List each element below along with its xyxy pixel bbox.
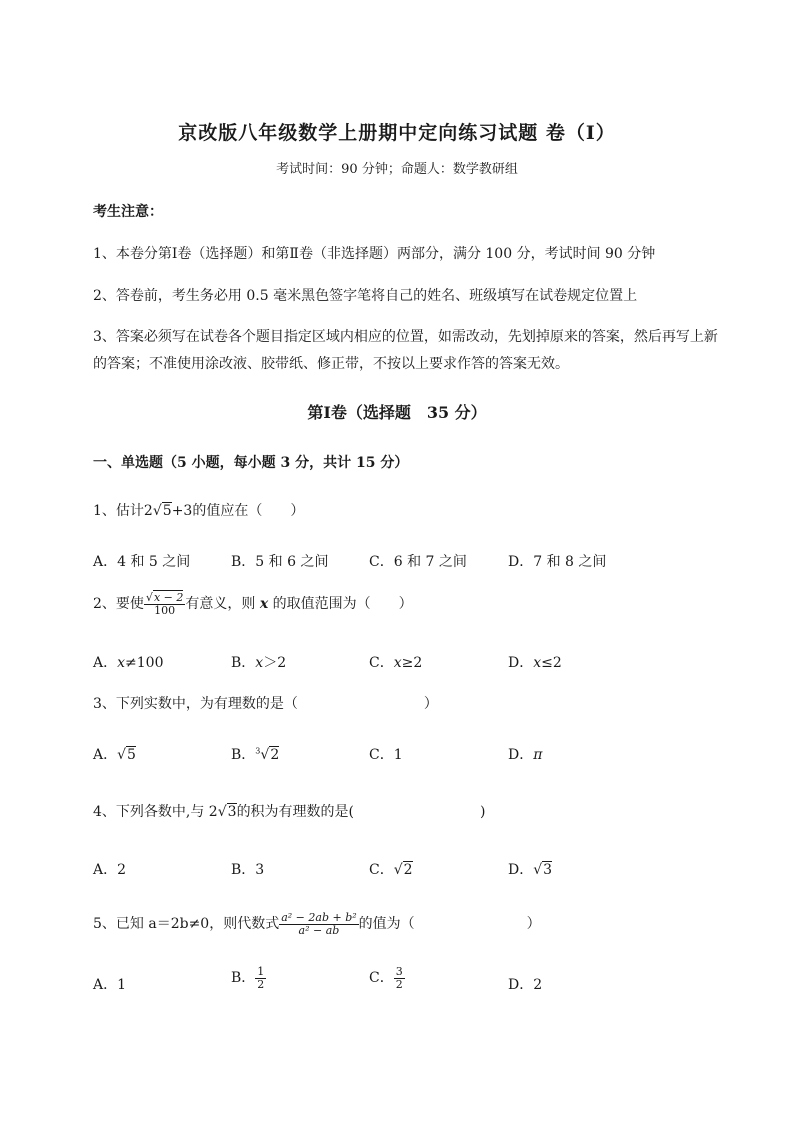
q3-option-d bbox=[508, 744, 542, 764]
q4-d-radicand: 3 bbox=[543, 862, 553, 878]
q5-b-den: 2 bbox=[257, 977, 265, 991]
q2-fraction: $\frac{√x - 2}{100}$ bbox=[145, 591, 184, 617]
q5-b-fraction bbox=[255, 966, 266, 990]
notice-item-3: 3、答案必须写在试卷各个题目指定区域内相应的位置，如需改动，先划掉原来的答案，然后再写上新 bbox=[93, 329, 718, 345]
q5-d-label: D． bbox=[508, 977, 534, 993]
q1-option-b: B．5 和 6 之间 bbox=[231, 554, 329, 570]
q3-a-radicand: 5 bbox=[127, 747, 136, 763]
q1-prefix: 1、估计 bbox=[93, 503, 144, 519]
q5-option-c bbox=[369, 966, 405, 990]
q1-suffix: 的值应在（ ） bbox=[192, 503, 305, 519]
q2-d-label: D． bbox=[508, 655, 534, 671]
q2-option-b bbox=[231, 652, 286, 672]
q4-d-label: D． bbox=[508, 862, 534, 878]
q1-option-a: A．4 和 5 之间 bbox=[93, 554, 191, 570]
q4-a-value: 2 bbox=[117, 862, 127, 878]
q3-a-label: A． bbox=[93, 747, 118, 763]
q2-frac-den: 100 bbox=[154, 603, 176, 617]
q2-suffix-b: 的取值范围为（ ） bbox=[268, 596, 413, 613]
notice-heading: 考生注意： bbox=[93, 204, 163, 220]
q5-suffix: 的值为（ ） bbox=[358, 916, 541, 933]
q4-suffix: 的积为有理数的是( ) bbox=[236, 804, 486, 820]
notice-item-2: 2、答卷前，考生务必用 0.5 毫米黑色签字笔将自己的姓名、班级填写在试卷规定位置上 bbox=[93, 288, 638, 304]
q2-a-var: x bbox=[117, 655, 126, 671]
q2-option-c bbox=[369, 652, 422, 672]
q2-frac-num: x − 2 bbox=[153, 591, 184, 604]
q4-c-label: C． bbox=[369, 862, 394, 878]
q4-option-c: C．√2 bbox=[369, 862, 413, 878]
q2-d-rel: ≤2 bbox=[541, 655, 562, 671]
q3-c-label: C． bbox=[369, 747, 394, 763]
q4-c-radicand: 2 bbox=[403, 862, 413, 878]
q2-b-var: x bbox=[255, 655, 264, 671]
q5-c-den: 2 bbox=[395, 977, 403, 991]
q5-option-a bbox=[93, 974, 126, 994]
q3-c-value: 1 bbox=[393, 747, 403, 763]
q2-a-label: A． bbox=[93, 655, 118, 671]
part-heading: 一、单选题（5 小题，每小题 3 分，共计 15 分） bbox=[93, 455, 409, 471]
q2-d-var: x bbox=[533, 655, 542, 671]
q2-option-d bbox=[508, 652, 562, 672]
q3-option-b: B．$^3$√2 bbox=[231, 746, 280, 763]
q3-b-radicand: 2 bbox=[270, 747, 280, 763]
q5-a-value: 1 bbox=[117, 977, 127, 993]
q5-frac-num: a² − 2ab + b² bbox=[281, 911, 357, 924]
q2-b-rel: ＞2 bbox=[263, 655, 287, 671]
q1-option-d: D．7 和 8 之间 bbox=[508, 554, 607, 570]
q3-option-a: A．√5 bbox=[93, 747, 136, 763]
section-title: 第Ⅰ卷（选择题 35 分） bbox=[307, 403, 487, 422]
q4-b-value: 3 bbox=[255, 862, 265, 878]
q5-c-num: 3 bbox=[395, 965, 403, 978]
q1-radicand: 5 bbox=[162, 503, 172, 519]
q2-prefix: 2、要使 bbox=[93, 596, 144, 613]
q5-option-b bbox=[231, 966, 266, 990]
q2-c-label: C． bbox=[369, 655, 394, 671]
q3-b-label: B． bbox=[231, 747, 256, 763]
q2-var: x bbox=[259, 596, 269, 613]
q3-option-c bbox=[369, 744, 403, 764]
q5-c-label: C． bbox=[369, 970, 394, 987]
q3-d-label: D． bbox=[508, 747, 534, 763]
q2-option-a bbox=[93, 652, 163, 672]
q1-coef: 2 bbox=[143, 503, 153, 519]
q5-b-num: 1 bbox=[257, 965, 265, 978]
q5-c-fraction bbox=[394, 966, 405, 990]
question-2 bbox=[93, 592, 413, 616]
q4-option-d: D．√3 bbox=[508, 862, 553, 878]
notice-item-1: 1、本卷分第Ⅰ卷（选择题）和第Ⅱ卷（非选择题）两部分，满分 100 分，考试时间 90 分钟 bbox=[93, 246, 656, 262]
q2-c-rel: ≥2 bbox=[401, 655, 423, 671]
q4-option-a bbox=[93, 859, 126, 879]
q3-d-value: π bbox=[533, 747, 543, 763]
q5-frac-den: a² − ab bbox=[298, 923, 340, 937]
exam-title: 京改版八年级数学上册期中定向练习试题 卷（Ⅰ） bbox=[178, 122, 616, 144]
q2-suffix-a: 有意义，则 bbox=[185, 596, 260, 613]
q5-b-label: B． bbox=[231, 970, 256, 987]
question-3: 3、下列实数中，为有理数的是（ ） bbox=[93, 696, 438, 712]
exam-subtitle: 考试时间：90 分钟；命题人：数学教研组 bbox=[276, 162, 518, 177]
question-1: 1、估计2√5+3的值应在（ ） bbox=[93, 503, 305, 519]
q5-prefix: 5、已知 a＝2b≠0，则代数式 bbox=[93, 916, 280, 933]
q4-prefix: 4、下列各数中,与 2 bbox=[93, 804, 218, 820]
q5-fraction bbox=[279, 912, 358, 936]
q5-a-label: A． bbox=[93, 977, 118, 993]
q1-tail: +3 bbox=[171, 503, 193, 519]
notice-item-3-cont: 的答案；不准使用涂改液、胶带纸、修正带，不按以上要求作答的答案无效。 bbox=[93, 356, 569, 372]
q4-radicand: 3 bbox=[227, 804, 237, 820]
question-4: 4、下列各数中,与 2√3的积为有理数的是( ) bbox=[93, 804, 486, 820]
q4-b-label: B． bbox=[231, 862, 256, 878]
q2-a-rel: ≠100 bbox=[125, 655, 164, 671]
q2-b-label: B． bbox=[231, 655, 256, 671]
q1-option-c: C．6 和 7 之间 bbox=[369, 554, 467, 570]
q5-d-value: 2 bbox=[533, 977, 543, 993]
q5-option-d bbox=[508, 974, 542, 994]
q3-b-index: 3 bbox=[255, 746, 261, 756]
question-5 bbox=[93, 912, 541, 936]
q4-option-b bbox=[231, 859, 264, 879]
q2-c-var: x bbox=[393, 655, 402, 671]
q4-a-label: A． bbox=[93, 862, 118, 878]
